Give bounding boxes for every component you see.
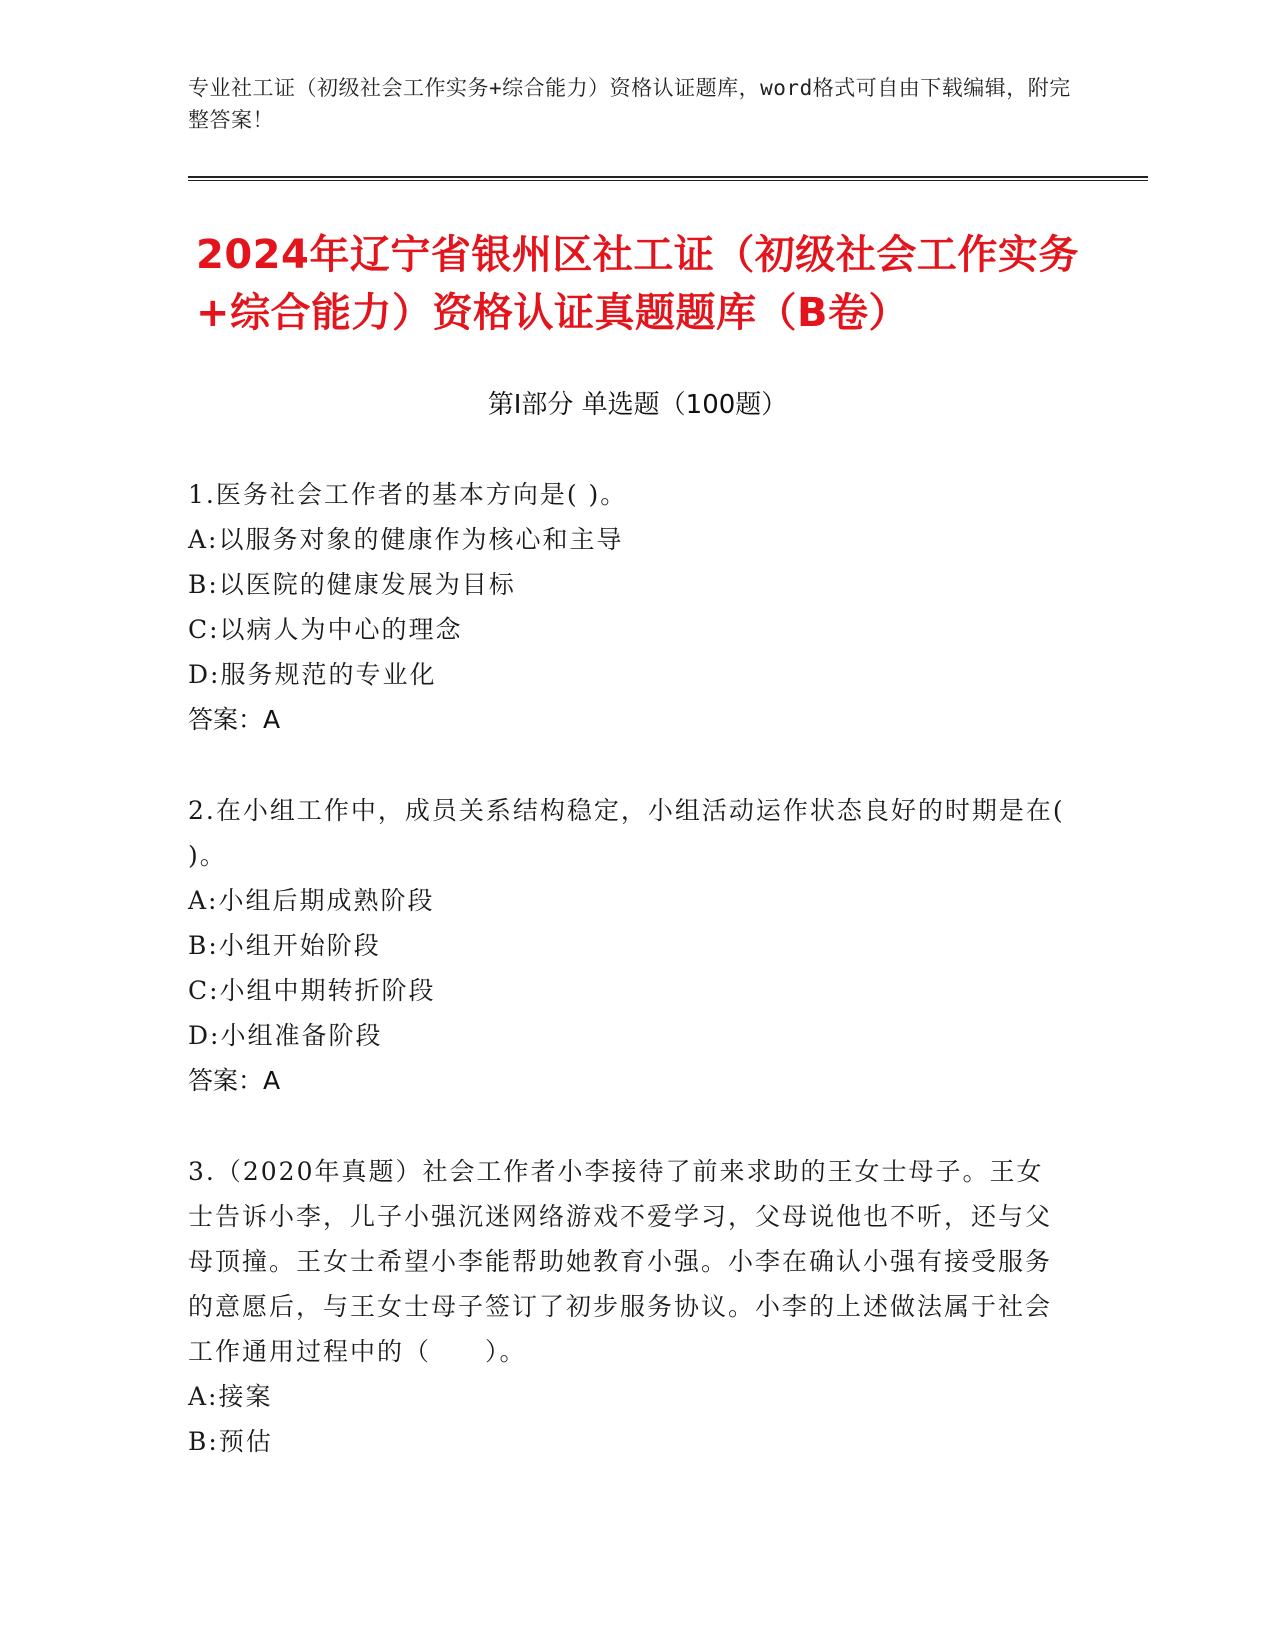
- option-b: B:预估: [188, 1427, 273, 1456]
- question-list: [188, 472, 1068, 1510]
- document-title: 2024年辽宁省银州区社工证（初级社会工作实务+综合能力）资格认证真题题库（B卷）: [196, 232, 1079, 336]
- option-c: C:小组中期转折阶段: [188, 976, 436, 1005]
- option-b: B:小组开始阶段: [188, 931, 381, 960]
- option-b: B:以医院的健康发展为目标: [188, 570, 516, 599]
- option-d: D:小组准备阶段: [188, 1021, 383, 1050]
- answer-line: 答案：A: [188, 705, 281, 734]
- answer-line: 答案：A: [188, 1066, 281, 1095]
- option-a: A:小组后期成熟阶段: [188, 886, 435, 915]
- question-item: [188, 472, 1068, 742]
- option-a: A:接案: [188, 1382, 273, 1411]
- question-item: [188, 1149, 1068, 1464]
- question-stem: 3.（2020年真题）社会工作者小李接待了前来求助的王女士母子。王女士告诉小李，儿子小强沉迷网络游戏不爱学习，父母说他也不听，还与父母顶撞。王女士希望小李能帮助她教育小强。小李在确认小强有接受服务的意愿后，与王女士母子签订了初步服务协议。小李的上述做法属于社会工作通用过程中的（ ）。: [188, 1157, 1053, 1366]
- option-a: A:以服务对象的健康作为核心和主导: [188, 525, 624, 554]
- option-c: C:以病人为中心的理念: [188, 615, 463, 644]
- header-note: 专业社工证（初级社会工作实务+综合能力）资格认证题库，word格式可自由下载编辑，附完整答案！: [188, 76, 1071, 132]
- option-d: D:服务规范的专业化: [188, 660, 437, 689]
- question-item: [188, 788, 1068, 1103]
- question-stem: 1.医务社会工作者的基本方向是( )。: [188, 480, 628, 509]
- question-stem: 2.在小组工作中，成员关系结构稳定，小组活动运作状态良好的时期是在( )。: [188, 796, 1065, 870]
- header-divider: [188, 176, 1148, 181]
- section-heading: 第Ⅰ部分 单选题（100题）: [487, 390, 788, 420]
